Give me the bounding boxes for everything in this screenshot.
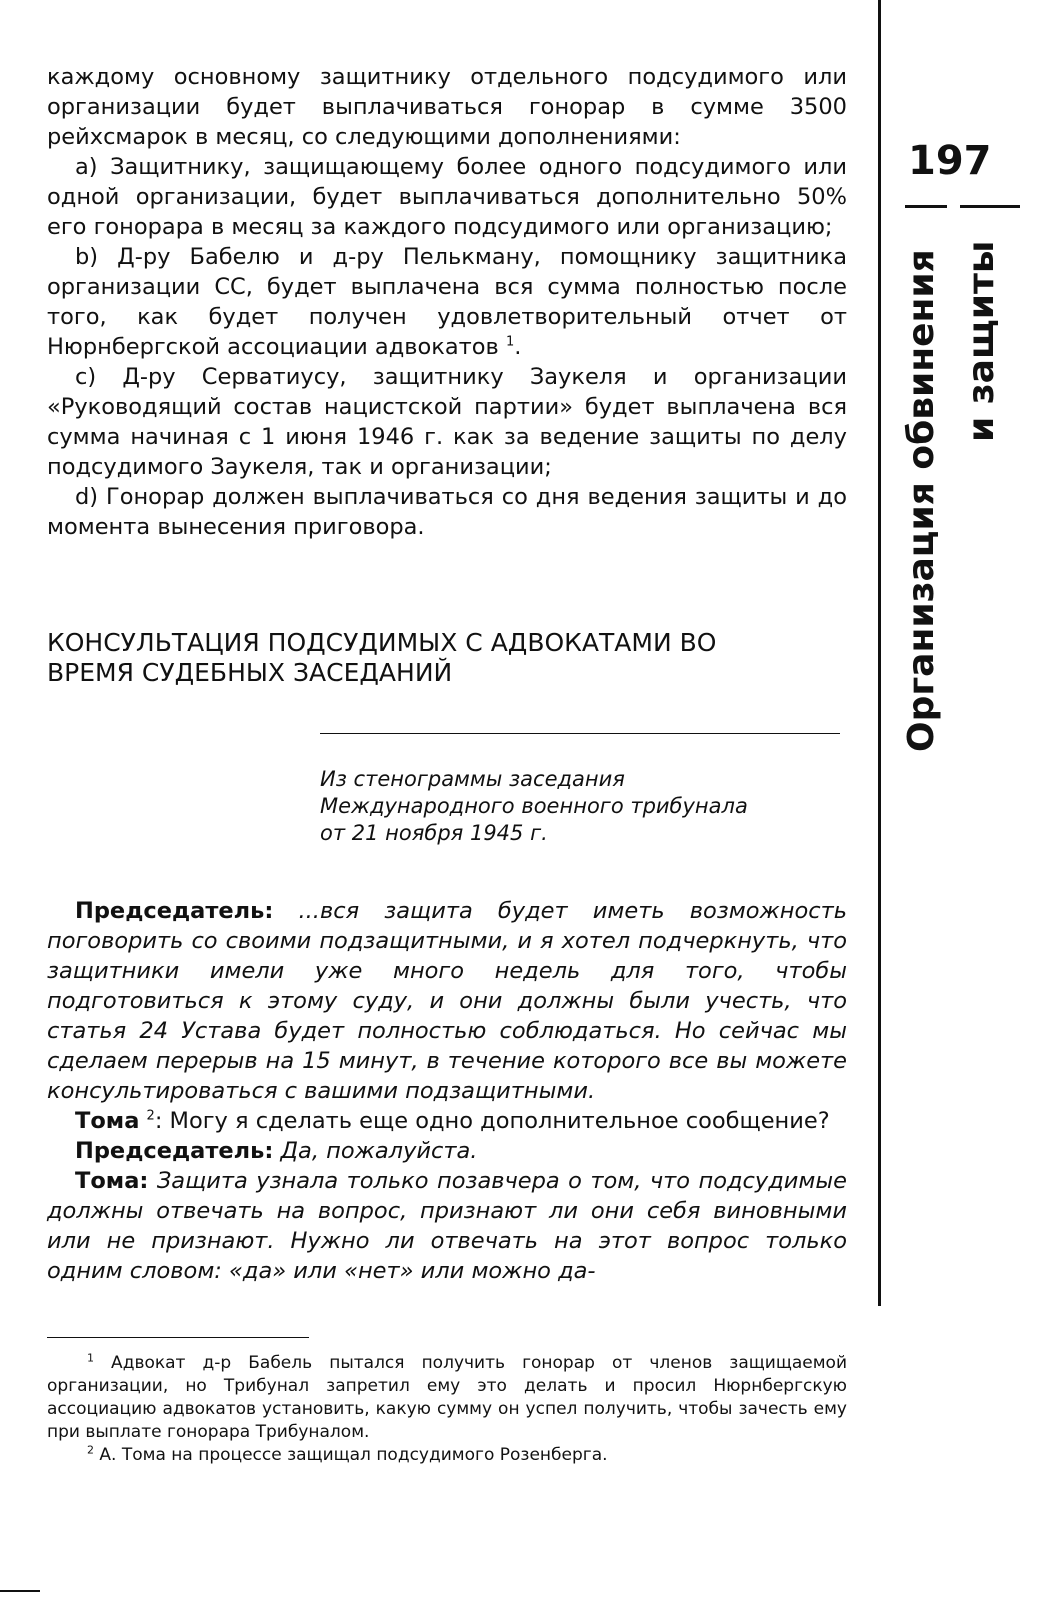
footnote-text: А. Тома на процессе защищал подсудимого Розенберга. [94, 1445, 608, 1465]
paragraph-item-b: b) Д-ру Бабелю и д-ру Пелькману, помощнику защитника организации СС, будет выплачена вся сумма полностью после того, как будет получен удовлетворительный отчет от Нюрнбергской ассоциации адвокатов $^1$. [47, 244, 847, 360]
footnote-mark: 2 [87, 1443, 94, 1457]
source-line-3: от 21 ноября 1945 г. [320, 821, 548, 845]
item-b-text: b) Д-ру Бабелю и д-ру Пелькману, помощнику защитника организации СС, будет выплачена вся сумма полностью после того, как будет получен удовлетворительный отчет от Нюрнбергской ассоциации адвокатов [47, 244, 847, 360]
side-rule [905, 205, 947, 208]
speech-text: Да, пожалуйста. [273, 1138, 478, 1164]
section-heading: КОНСУЛЬТАЦИЯ ПОДСУДИМЫХ С АДВОКАТАМИ ВО ВРЕМЯ СУДЕБНЫХ ЗАСЕДАНИЙ [47, 628, 717, 687]
footnote-2 [47, 1444, 847, 1467]
footnote-text: Адвокат д-р Бабель пытался получить гонорар от членов защищаемой организации, но Трибунал запретил ему это делать и просил Нюрнбергскую ассоциацию адвокатов установить, какую сумму он успел получить, чтобы зачесть ему при выплате гонорара Трибуналом. [47, 1353, 847, 1442]
footnote-1 [47, 1352, 847, 1444]
paragraph-continuation: каждому основному защитнику отдельного подсудимого или организации будет выплачиваться гонорар в сумме 3500 рейхсмарок в месяц, со следующими дополнениями: [47, 64, 847, 150]
running-title-line-2: и защиты [961, 240, 1002, 442]
side-rule [960, 205, 1020, 208]
transcript-turn [47, 1106, 847, 1136]
speaker-name: Тома: [75, 1168, 149, 1194]
source-line-2: Международного военного трибунала [320, 794, 748, 818]
speaker-name: Председатель: [75, 898, 274, 924]
footnote-divider [47, 1337, 309, 1338]
footnote-ref-2[interactable]: 2 [146, 1108, 155, 1124]
transcript-turn [47, 1136, 847, 1166]
paragraph-item-c: c) Д-ру Серватиусу, защитнику Заукеля и организации «Руководящий состав нацистской партии» будет выплачена вся сумма начиная с 1 июня 1946 г. как за ведение защиты по делу подсудимого Заукеля, так и организации; [47, 364, 847, 480]
paragraph-item-d: d) Гонорар должен выплачиваться со дня ведения защиты и до момента вынесения приговора. [47, 484, 847, 540]
main-text [47, 62, 847, 542]
speech-text: Защита узнала только позавчера о том, что подсудимые должны отвечать на вопрос, признают ли они себя виновными или не признают. Нужно ли отвечать на этот вопрос только одним словом: «да» или «нет» или можно да- [47, 1168, 847, 1284]
speech-text: ...вся защита будет иметь возможность поговорить со своими подзащитными, и я хотел подчеркнуть, что защитники имели уже много недель для того, чтобы подготовиться к этому суду, и они должны были учесть, что статья 24 Устава будет полностью соблюдаться. Но сейчас мы сделаем перерыв на 15 минут, в течение которого все вы можете консультироваться с вашими подзащитными. [47, 898, 847, 1104]
speech-text: : Могу я сделать еще одно дополнительное сообщение? [154, 1108, 830, 1134]
speaker-name: Председатель: [75, 1138, 274, 1164]
transcript-turn [47, 896, 847, 1106]
paragraph-item-a: a) Защитнику, защищающему более одного подсудимого или одной организации, будет выплачиваться дополнительно 50% его гонорара в месяц за каждого подсудимого или организацию; [47, 154, 847, 240]
footnote-mark: 1 [87, 1351, 94, 1365]
source-citation [320, 766, 840, 847]
running-title-line-1: Организация обвинения [901, 249, 942, 752]
speaker-name: Тома [75, 1108, 140, 1134]
source-divider [320, 733, 840, 734]
source-line-1: Из стенограммы заседания [320, 767, 625, 791]
transcript [47, 896, 847, 1286]
page-number: 197 [908, 138, 992, 184]
footnotes [47, 1352, 847, 1467]
transcript-turn [47, 1166, 847, 1286]
scan-edge-mark [0, 1590, 40, 1592]
footnote-ref-1[interactable]: 1 [505, 334, 515, 350]
margin-divider [878, 0, 881, 1306]
